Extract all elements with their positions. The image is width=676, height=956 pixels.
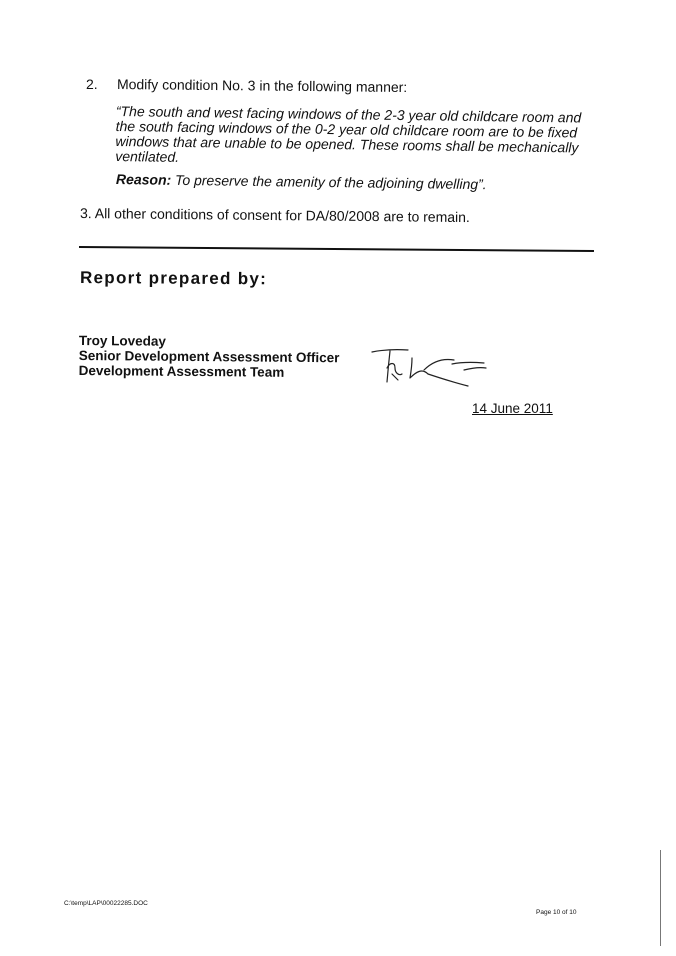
reason-label: Reason:: [115, 171, 172, 188]
report-date: 14 June 2011: [472, 401, 553, 416]
author-title: Senior Development Assessment Officer: [78, 347, 340, 366]
footer-page-number: Page 10 of 10: [536, 909, 577, 916]
item-2-text: Modify condition No. 3 in the following manner:: [116, 76, 408, 96]
condition-quote: “The south and west facing windows of the 2-3 year old childcare room and the south facing windows of the 0-2 year old childcare room are to be fixed windows that are unable to be opened. These rooms shall be mechanically ventilated.: [115, 103, 582, 165]
footer-file-path: C:\temp\LAP\00022285.DOC: [64, 900, 148, 907]
author-name: Troy Loveday: [78, 333, 167, 349]
condition-reason: [116, 171, 487, 192]
author-block: [79, 333, 340, 380]
author-team: Development Assessment Team: [78, 362, 285, 380]
section-divider: [79, 246, 594, 252]
report-heading: Report prepared by:: [79, 268, 268, 289]
handwritten-signature: [368, 344, 492, 390]
item-3-text: 3. All other conditions of consent for DA/80/2008 are to remain.: [79, 205, 470, 226]
scan-edge-line: [660, 850, 661, 946]
reason-text: To preserve the amenity of the adjoining dwelling”.: [171, 171, 487, 193]
item-2-number: 2.: [86, 76, 98, 92]
